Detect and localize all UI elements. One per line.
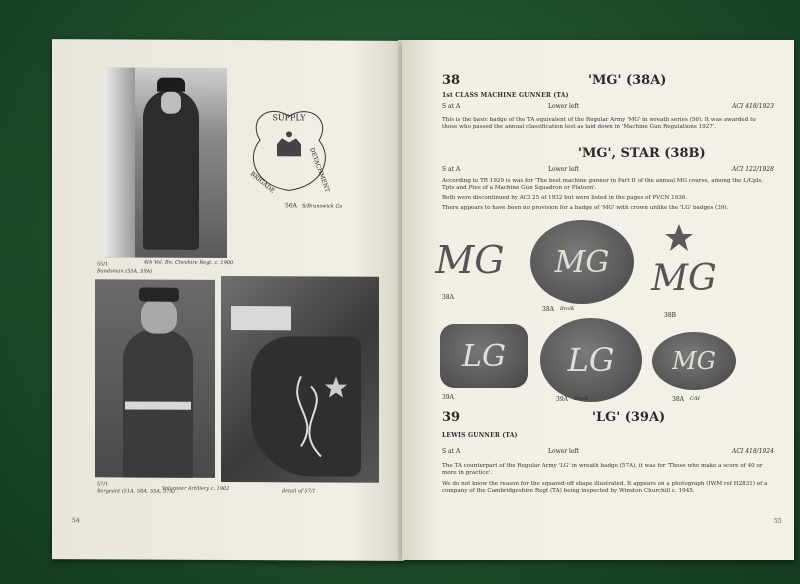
page-number-left: 54 bbox=[72, 517, 80, 525]
detachment-text: DETACHMENT bbox=[308, 146, 331, 194]
badge-mg-script: MG bbox=[435, 238, 505, 282]
badge-5-caption-sub: Bro/K bbox=[574, 396, 589, 402]
badge-2-caption-sub: Bro/K bbox=[560, 306, 575, 312]
entry-39-number: 39 bbox=[442, 410, 461, 425]
photo2-caption: Volunteer Artillery c. 1902 bbox=[162, 485, 230, 493]
badge-mg-oval: MG bbox=[530, 220, 634, 304]
open-booklet bbox=[52, 40, 794, 560]
entry-38b-paragraph-3: There appears to have been no provision for a badge of 'MG' with crown unlike the 'LG' badges (39). bbox=[442, 205, 729, 211]
badge-lg-oval: LG bbox=[540, 318, 642, 402]
entry-39-meta-left: S at A bbox=[442, 448, 461, 455]
entry-39-title: 'LG' (39A) bbox=[592, 410, 666, 425]
photo1-subcaption: Bandsman (55A, 59A) bbox=[97, 268, 153, 275]
photo-sergeant bbox=[95, 279, 215, 478]
badge-mg-small-oval: MG bbox=[652, 332, 736, 390]
entry-38-number: 38 bbox=[442, 73, 461, 88]
photo-detail bbox=[221, 276, 379, 483]
brigade-text: BRIGADE bbox=[248, 170, 276, 195]
photo-bandsman bbox=[105, 67, 227, 258]
entry-38-paragraph: This is the basic badge of the TA equivalent of the Regular Army 'MG' in wreath series (56). It was awarded to those who passed the annual classification test as laid down in 'Machine Gun Regulations 1927'. bbox=[442, 117, 756, 130]
entry-38b-paragraph-1: According to TR 1929 is was for 'The best machine gunner in Part II of the annual MG course, among the L/Cpls, Tpts and Ptes of a Machine Gun Squadron or Platoon'. bbox=[442, 178, 764, 191]
entry-39-paragraph-2: We do not know the reason for the squared-off shape illustrated. It appears on a photograph (IWM ref H2831) of a company of the Cambridgeshire Regt (TA) being inspected by Winston Churchill c. 1945. bbox=[442, 481, 768, 494]
photo1-caption: 4th Vol. Bn. Cheshire Regt. c. 1900 bbox=[144, 259, 234, 267]
entry-39-paragraph-1: The TA counterpart of the Regular Army 'LG' in wreath badge (57A), it was for 'Those who make a score of 40 or more in practice'. bbox=[442, 463, 763, 476]
supply-caption-id: 56A bbox=[285, 202, 297, 210]
supply-text: SUPPLY bbox=[272, 113, 306, 123]
badge-4-caption: 39A bbox=[442, 394, 454, 401]
entry-38-meta-mid: Lower left bbox=[548, 103, 580, 110]
left-page bbox=[52, 39, 404, 561]
supply-brigade-badge bbox=[242, 98, 337, 198]
badge-mg-star: MG bbox=[651, 257, 717, 299]
entry-38b-meta-mid: Lower left bbox=[548, 166, 580, 173]
supply-caption-sub: S/Brunswick Co bbox=[302, 203, 343, 210]
badge-2-caption: 38A bbox=[542, 306, 554, 313]
right-page bbox=[402, 40, 794, 560]
badge-lg-rect: LG bbox=[440, 324, 528, 388]
entry-39-meta-mid: Lower left bbox=[548, 448, 580, 455]
page-number-right: 55 bbox=[774, 518, 782, 525]
entry-39-subtitle: LEWIS GUNNER (TA) bbox=[442, 432, 518, 439]
entry-38b-title: 'MG', STAR (38B) bbox=[578, 146, 706, 161]
entry-38-meta-right: ACI 418/1923 bbox=[732, 103, 774, 110]
entry-38b-meta-left: S at A bbox=[442, 166, 461, 173]
entry-38-meta-left: S at A bbox=[442, 103, 461, 110]
entry-38-subtitle: 1st CLASS MACHINE GUNNER (TA) bbox=[442, 92, 569, 99]
entry-38b-meta-right: ACI 122/1928 bbox=[732, 166, 774, 173]
badge-6-caption: 38A bbox=[672, 396, 684, 403]
entry-38b-paragraph-2: Both were discontinued by ACI 25 of 1932 but were listed in the pages of PVCN 1936. bbox=[442, 195, 688, 201]
entry-38-title: 'MG' (38A) bbox=[588, 73, 667, 88]
photo2-subcaption: Sergeant (51A, 58A, 55A, 57A) bbox=[97, 488, 176, 495]
photo1-id: 55/1 bbox=[97, 261, 109, 268]
entry-39-meta-right: ACI 418/1924 bbox=[732, 448, 774, 455]
badge-3-caption: 38B bbox=[664, 312, 677, 319]
photo2-id: 57/1 bbox=[97, 481, 109, 488]
badge-1-caption: 38A bbox=[442, 294, 454, 301]
badge-6-caption-sub: C/H bbox=[690, 396, 700, 402]
badge-5-caption: 39A bbox=[556, 396, 568, 403]
photo3-caption: detail of 57/1 bbox=[282, 488, 316, 495]
